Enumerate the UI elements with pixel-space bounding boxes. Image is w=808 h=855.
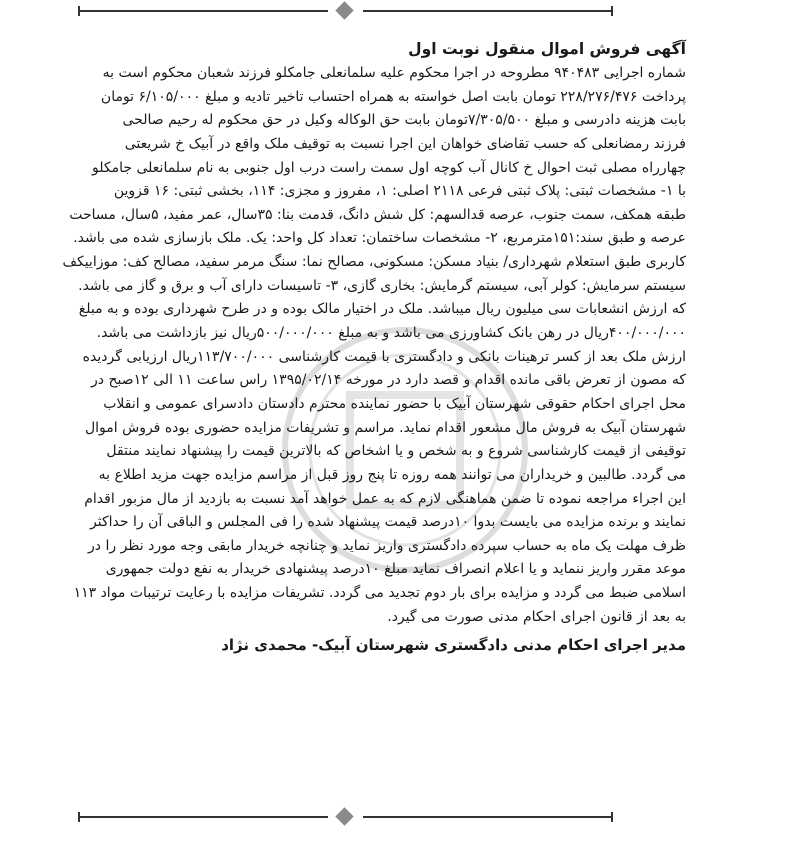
divider-line: [363, 10, 613, 12]
notice-line: شهرستان آبیک به فروش مال مشعور اقدام نماید. مراسم و تشریفات مزایده حضوری بوده فروش اموال: [84, 419, 686, 436]
notice-line: ظرف مهلت یک ماه به حساب سپرده دادگستری واریز نماید و چنانچه خریدار مابقی وجه مورد نظر را در: [88, 537, 686, 554]
notice-line: شماره اجرایی ۹۴۰۴۸۳ مطروحه در اجرا محکوم علیه سلمانعلی جامکلو فرزند شعبان محکوم است به: [102, 65, 686, 81]
notice-line: که ارزش انشعابات سی میلیون ریال میباشد. ملک در اختیار مالک بوده و در طرح شهرداری بوده و به مبلغ: [78, 301, 686, 318]
divider-line: [78, 816, 328, 818]
notice-signature: مدیر اجرای احکام مدنی دادگستری شهرستان آبیک- محمدی نژاد: [221, 636, 686, 655]
notice-body: [8, 36, 686, 659]
notice-line: ارزش ملک بعد از کسر ترهینات بانکی و دادگستری با قیمت کارشناسی ۱۱۳/۷۰۰/۰۰۰ریال ارزیابی گردیده: [82, 348, 686, 365]
notice-line: توقیفی از قیمت کارشناسی شروع و به شخص و یا اشخاص که بالاترین قیمت را پیشنهاد نمایند منتقل: [106, 443, 686, 460]
diamond-ornament-icon: [335, 807, 353, 825]
divider-line: [363, 816, 613, 818]
notice-line: کاربری طبق استعلام شهرداری/ بنیاد مسکن: مسکونی، مصالح نما: سنگ مرمر سفید، مصالح کف: موزاییکف: [62, 254, 686, 271]
notice-line: محل اجرای احکام حقوقی شهرستان آبیک با حضور نماینده محترم دادستان دادسرای عمومی و انقلاب: [103, 395, 686, 412]
divider-cap: [611, 812, 613, 822]
top-divider: [78, 2, 613, 20]
notice-line: می گردد. طالبین و خریداران می توانند همه روزه تا پنج روز قبل از مراسم مزایده جهت مزید اطلاع به: [98, 466, 686, 483]
notice-line: اسلامی ضبط می گردد و مزایده برای بار دوم تجدید می گردد. تشریفات مزایده با رعایت ترتیبات مواد ۱۱۳: [73, 585, 686, 602]
notice-line: عرصه و طبق سند:۱۵۱مترمربع، ۲- مشخصات ساختمان: تعداد کل واحد: یک. ملک بازسازی شده می باشد.: [73, 230, 686, 247]
notice-paragraph: [8, 62, 686, 629]
notice-line: با ۱- مشخصات ثبتی: پلاک ثبتی فرعی ۲۱۱۸ اصلی: ۱، مفروز و مجزی: ۱۱۴، بخشی ثبتی: ۱۶ قزوین: [113, 183, 686, 200]
divider-line: [78, 10, 328, 12]
diamond-ornament-icon: [335, 1, 353, 19]
notice-title: آگهی فروش اموال منقول نوبت اول: [408, 40, 686, 58]
notice-line: سیستم سرمایش: کولر آبی، سیستم گرمایش: بخاری گازی، ۳- تاسیسات دارای آب و برق و گاز می باشد.: [78, 277, 686, 294]
notice-line: که مصون از تعرض باقی مانده اقدام و قصد دارد در مورخه ۱۳۹۵/۰۲/۱۴ راس ساعت ۱۱ الی ۱۲صبح در: [91, 372, 686, 389]
divider-cap: [611, 6, 613, 16]
bottom-divider: [78, 808, 613, 826]
notice-line: ۴۰۰/۰۰۰/۰۰۰ریال در رهن بانک کشاورزی می باشد و به مبلغ ۵۰۰/۰۰۰/۰۰۰ریال نیز بازداشت می باشد.: [96, 325, 686, 342]
notice-line: پرداخت ۲۲۸/۲۷۶/۴۷۶ تومان بابت اصل خواسته به همراه احتساب تاخیر تادیه و مبلغ ۶/۱۰۵/۰۰۰ تومان: [100, 88, 686, 105]
notice-line: نمایند و برنده مزایده می بایست بدوا ۱۰درصد قیمت پیشنهاد شده را فی المجلس و الباقی آن را حداکثر: [90, 514, 686, 531]
page-margin: [688, 0, 808, 855]
notice-line: چهارراه مصلی ثبت احوال خ کانال آب کوچه اول سمت راست درب اول جنوبی به نام سلمانعلی جامکلو: [92, 159, 686, 176]
notice-line: بابت هزینه دادرسی و مبلغ ۷/۳۰۵/۵۰۰تومان بابت حق الوکاله وکیل در حق محکوم له رحیم صالحی: [122, 112, 686, 129]
notice-line: موعد مقرر واریز ننماید و یا اعلام انصراف نماید مبلغ ۱۰درصد پیشنهادی خریدار به نفع دولت جمهوری: [105, 561, 686, 578]
notice-line: به بعد از قانون اجرای احکام مدنی صورت می گیرد.: [387, 608, 686, 625]
notice-line: طبقه همکف، سمت جنوب، عرصه قدالسهم: کل شش دانگ، قدمت بنا: ۳۵سال، عمر مفید، ۵سال، مساحت: [69, 206, 686, 223]
notice-line: فرزند رمضانعلی که حسب تقاضای خواهان این اجرا نسبت به توقیف ملک واقع در آبیک خ شریعتی: [124, 135, 686, 152]
notice-line: این اجراء مراجعه نموده تا ضمن هماهنگی لازم که به عمل خواهد آمد نسبت به بازدید از مال مزبور اقدام: [84, 490, 686, 507]
